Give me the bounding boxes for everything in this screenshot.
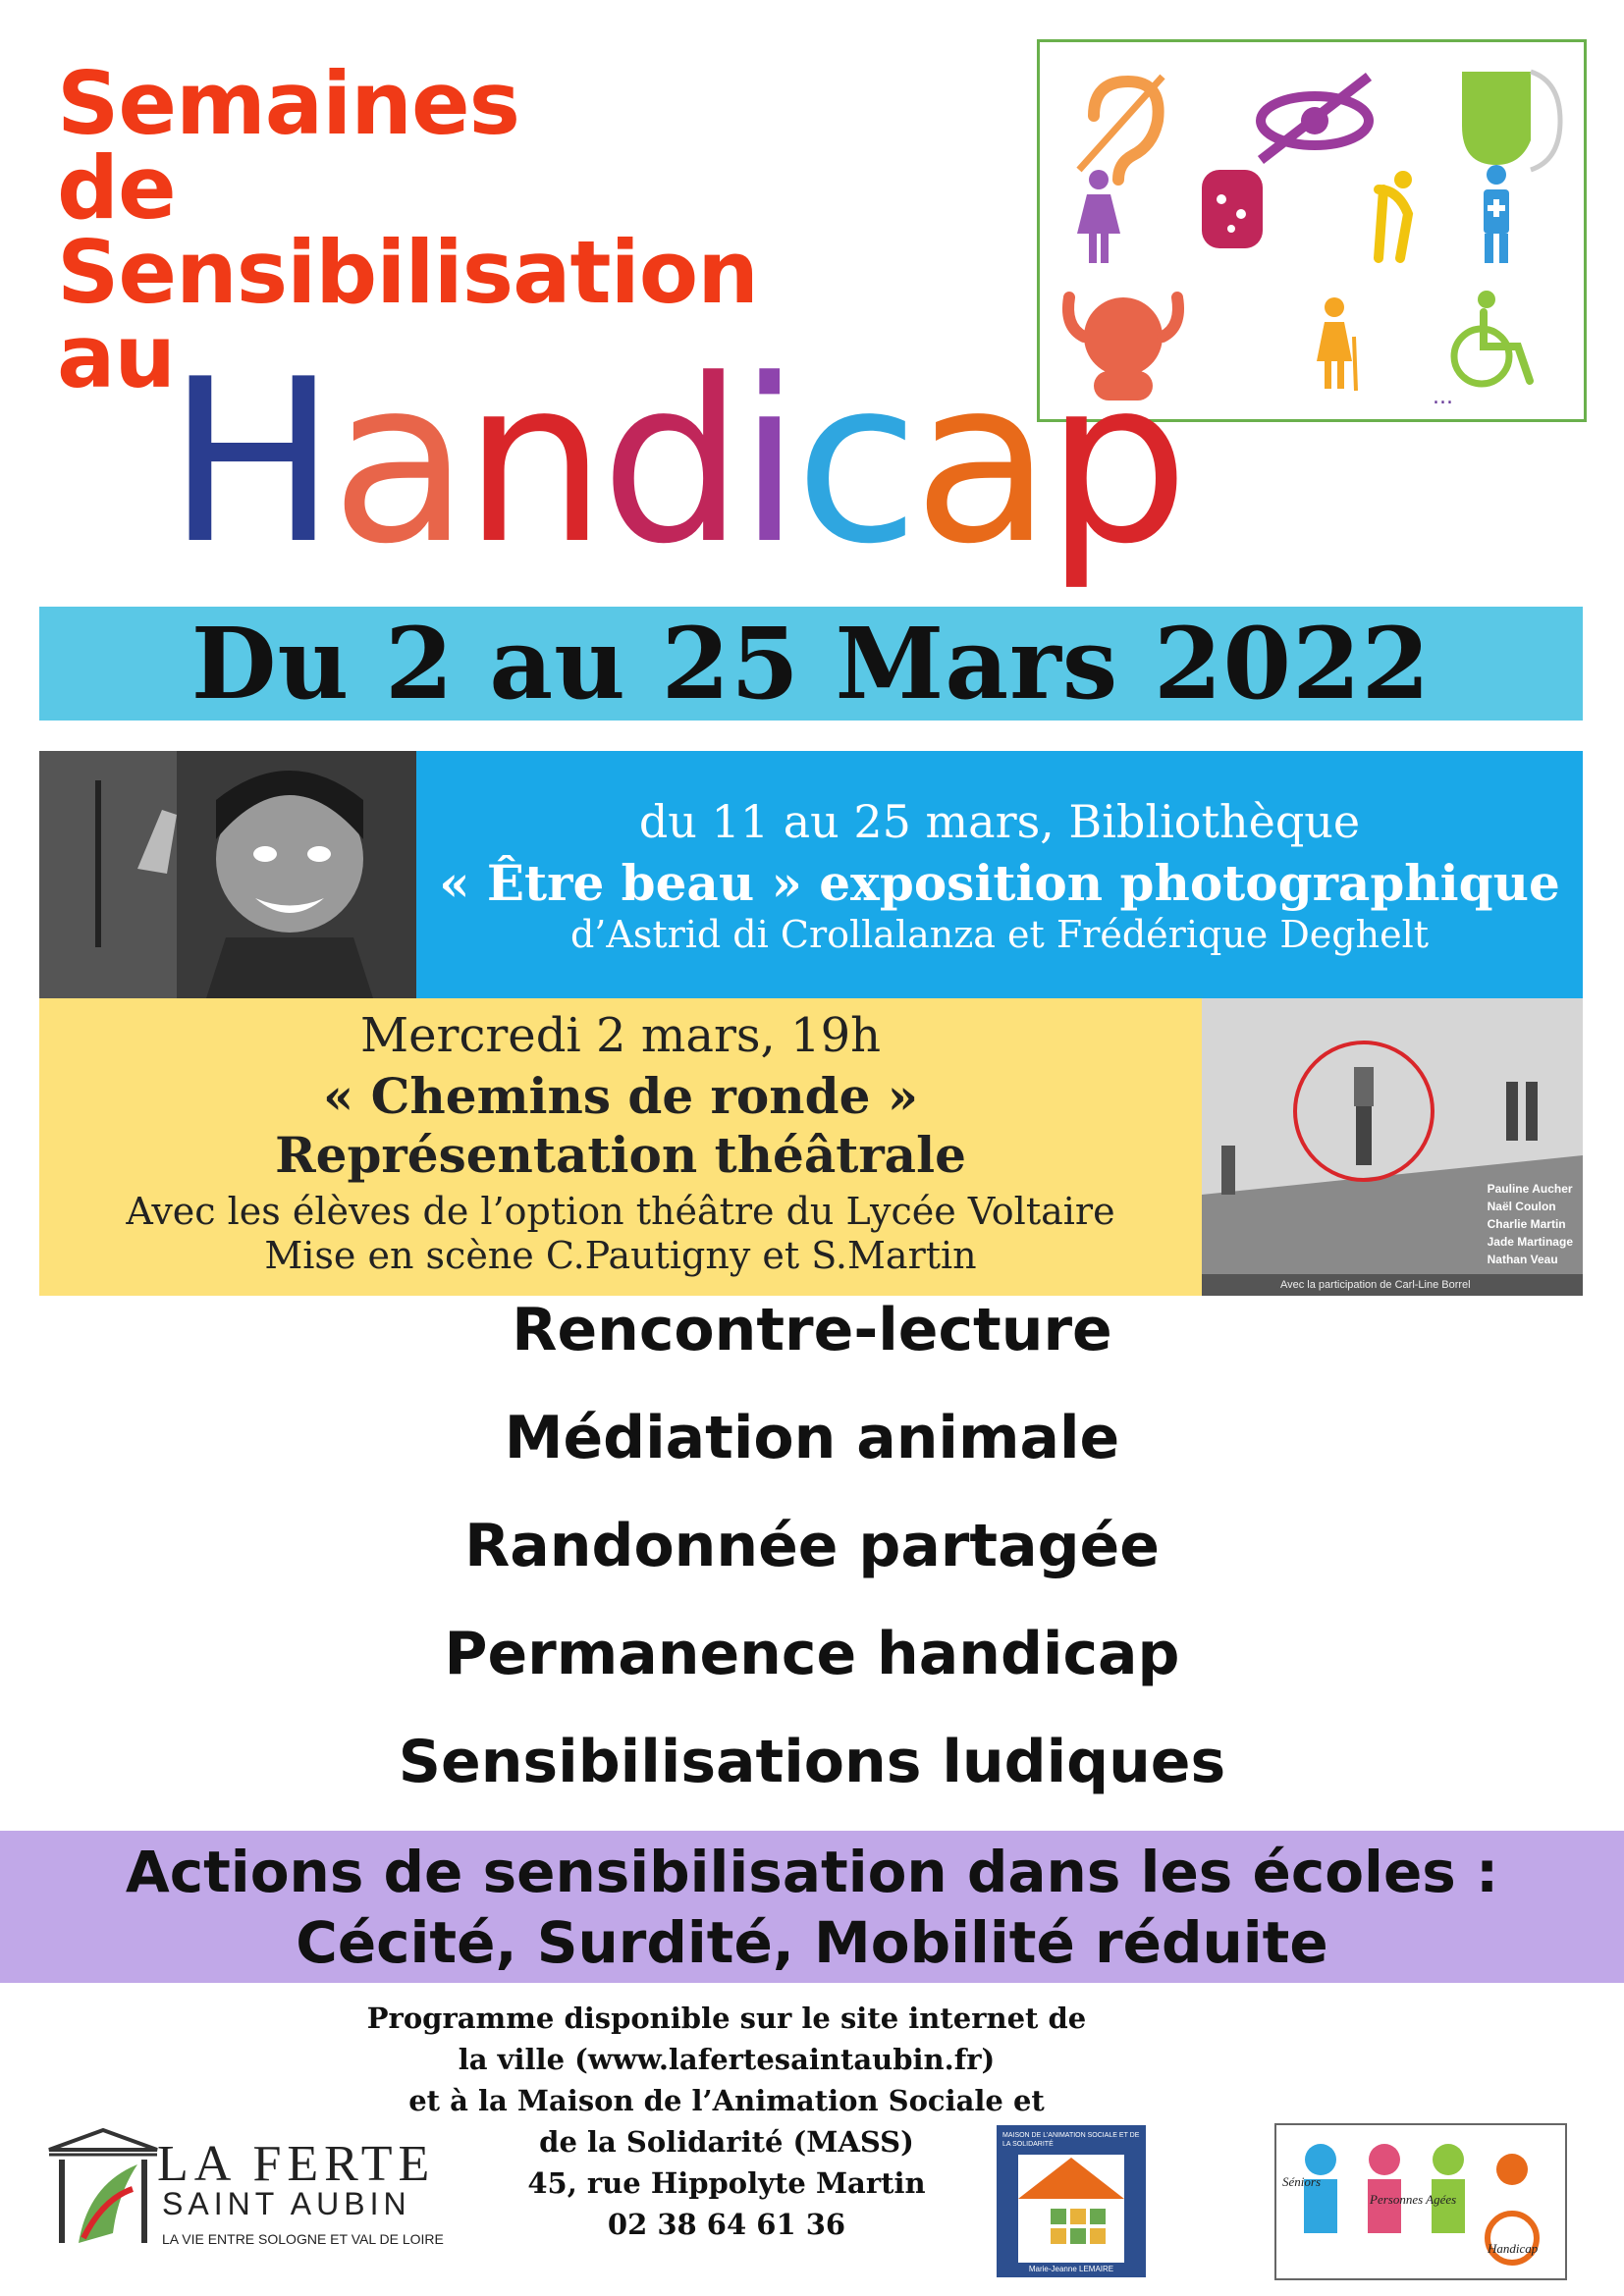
handicap-letter: p — [1046, 334, 1184, 594]
info-phone: 02 38 64 61 36 — [607, 2208, 846, 2241]
handicap-letter: n — [462, 334, 601, 594]
ear-icon — [1079, 77, 1163, 180]
la-ferte-logo — [39, 2125, 491, 2253]
cast-name: Naël Coulon — [1487, 1200, 1556, 1213]
seniors-label: Séniors — [1282, 2174, 1321, 2189]
handicap-letter: a — [913, 334, 1047, 594]
hand-icon — [1202, 170, 1263, 248]
cast-name: Pauline Aucher — [1487, 1182, 1573, 1196]
theatre-date: Mercredi 2 mars, 19h — [359, 1008, 882, 1063]
title-line-4: au — [57, 306, 176, 407]
mass-caption: MAISON DE L’ANIMATION SOCIALE ET DE LA SOLIDARITÉ — [1002, 2132, 1140, 2148]
theatre-type: Représentation théâtrale — [275, 1126, 966, 1184]
handicap-text — [167, 334, 1183, 594]
svg-text:...: ... — [1433, 385, 1453, 409]
handicap-letter: a — [330, 334, 463, 594]
exhibition-title: « Être beau » exposition photographique — [439, 854, 1560, 912]
handicap-letter: H — [167, 334, 331, 594]
theatre-direction: Mise en scène C.Pautigny et S.Martin — [264, 1234, 977, 1277]
activity-item: Rencontre-lecture — [512, 1296, 1112, 1364]
handicap-letter: d — [600, 334, 738, 594]
activity-item: Permanence handicap — [444, 1620, 1180, 1688]
seniors-handicap-logo — [1274, 2123, 1567, 2280]
ferte-name-line2: SAINT AUBIN — [162, 2186, 411, 2221]
exhibition-dates: du 11 au 25 mars, Bibliothèque — [638, 795, 1361, 848]
mass-logo — [997, 2125, 1146, 2277]
theatre-photo-names — [1488, 1180, 1573, 1268]
info-address: 45, rue Hippolyte Martin — [527, 2166, 926, 2200]
theatre-band — [39, 998, 1202, 1296]
crossed-eye-icon — [1261, 77, 1369, 160]
activity-item: Randonnée partagée — [464, 1512, 1160, 1580]
theatre-title: « Chemins de ronde » — [322, 1067, 919, 1125]
wheelchair-icon — [1454, 291, 1530, 384]
actions-line-2: Cécité, Surdité, Mobilité réduite — [296, 1909, 1328, 1976]
elderly-label: Personnes Agées — [1370, 2192, 1457, 2207]
info-line: la ville (www.lafertesaintaubin.fr) — [458, 2043, 996, 2076]
medical-person-icon — [1484, 165, 1509, 263]
date-text: Du 2 au 25 Mars 2022 — [190, 606, 1432, 721]
ferte-tagline: LA VIE ENTRE SOLOGNE ET VAL DE LOIRE — [162, 2231, 444, 2247]
handicap-letter: i — [737, 334, 795, 594]
cast-name: Charlie Martin — [1487, 1217, 1566, 1231]
handicap-label: Handicap — [1488, 2241, 1539, 2256]
theatre-photo — [1202, 998, 1583, 1296]
activity-item: Médiation animale — [504, 1404, 1120, 1472]
mass-sub: Marie-Jeanne LEMAIRE — [1028, 2265, 1114, 2273]
title-line-3: Sensibilisation — [57, 222, 758, 323]
activity-item: Sensibilisations ludiques — [398, 1728, 1226, 1796]
bending-person-icon — [1379, 171, 1412, 258]
actions-band — [0, 1831, 1624, 1983]
cast-name: Nathan Veau — [1487, 1253, 1558, 1266]
title-line-1: Semaines — [57, 53, 520, 154]
date-band — [39, 607, 1583, 721]
theatre-cast: Avec les élèves de l’option théâtre du Lycée Voltaire — [126, 1190, 1115, 1233]
exhibition-band — [416, 751, 1583, 998]
cast-name: Jade Martinage — [1487, 1235, 1573, 1249]
handicap-word — [167, 334, 1443, 609]
mask-icon — [1462, 72, 1560, 170]
info-line: Programme disponible sur le site internet de — [366, 2002, 1087, 2035]
handicap-letter: c — [794, 334, 914, 594]
exhibition-authors: d’Astrid di Crollalanza et Frédérique Deghelt — [569, 913, 1430, 956]
woman-icon — [1077, 170, 1120, 263]
info-line: de la Solidarité (MASS) — [539, 2125, 914, 2159]
info-line: et à la Maison de l’Animation Sociale et — [408, 2084, 1045, 2117]
actions-line-1: Actions de sensibilisation dans les écoles : — [125, 1839, 1499, 1905]
exhibition-photo — [39, 751, 416, 998]
ferte-name-line1: LA FERTE — [157, 2136, 436, 2192]
theatre-photo-credit: Avec la participation de Carl-Line Borrel — [1202, 1274, 1583, 1296]
title-line-2: de — [57, 137, 176, 239]
